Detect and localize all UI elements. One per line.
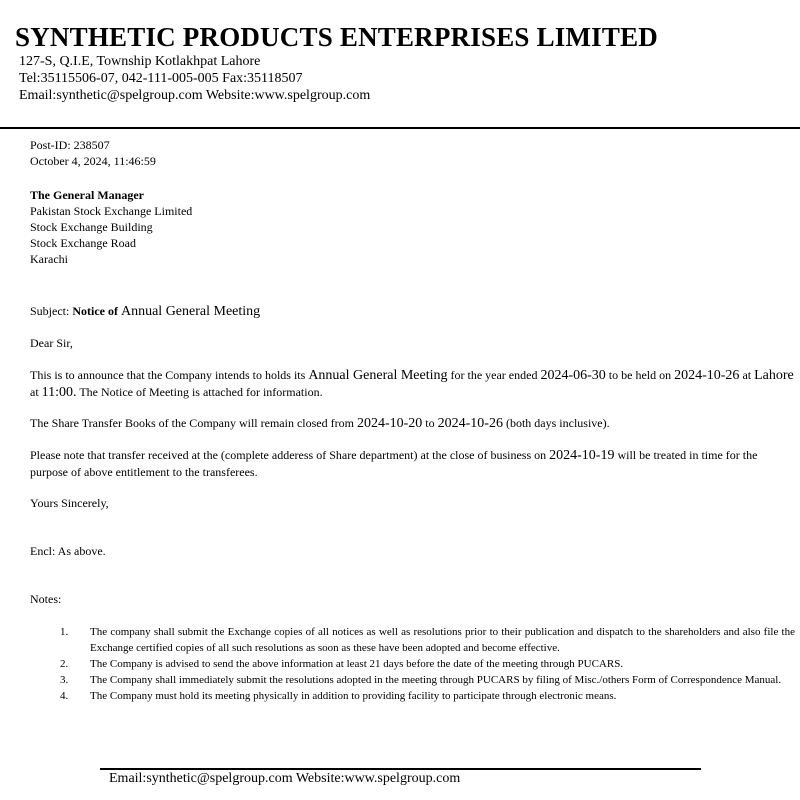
- notes-list: [30, 624, 795, 704]
- subject-text: Annual General Meeting: [120, 304, 261, 319]
- note-number: 2.: [60, 658, 69, 670]
- footer-divider: [100, 768, 701, 770]
- company-address: 127-S, Q.I.E, Township Kotlakhpat Lahore: [19, 54, 261, 69]
- salutation: Dear Sir,: [30, 336, 73, 350]
- note-text: The company shall submit the Exchange copies of all notices as well as resolutions prior to their publication and dispatch to the shareholders and also file the Exchange certified copies of all such resolutions as soon as these have been adopted and become effective.: [90, 626, 795, 654]
- subject-label: Subject:: [30, 304, 70, 318]
- list-item: [30, 672, 795, 688]
- meeting-place: Lahore: [754, 368, 794, 383]
- closing: Yours Sincerely,: [30, 496, 109, 510]
- recipient-line: Karachi: [30, 252, 68, 266]
- notes-heading: Notes:: [30, 592, 62, 606]
- recipient-line: Pakistan Stock Exchange Limited: [30, 204, 193, 218]
- post-id: Post-ID: 238507: [30, 138, 110, 152]
- list-item: [30, 624, 795, 656]
- subject-prefix: Notice of: [72, 304, 118, 318]
- note-number: 1.: [60, 626, 69, 638]
- closure-from-date: 2024-10-20: [356, 416, 423, 431]
- footer-contact: Email:synthetic@spelgroup.com Website:www.spelgroup.com: [109, 771, 461, 786]
- meeting-type: Annual General Meeting: [308, 368, 448, 383]
- meeting-date: 2024-10-26: [674, 368, 740, 383]
- book-closure-paragraph: The Share Transfer Books of the Company will remain closed from 2024-10-20 to 2024-10-26 (both days inclusive).: [30, 416, 610, 431]
- company-email-website: Email:synthetic@spelgroup.com Website:www.spelgroup.com: [19, 88, 371, 103]
- header-divider: [0, 127, 800, 129]
- recipient-title: The General Manager: [30, 188, 144, 202]
- note-text: The Company must hold its meeting physically in addition to providing facility to participate through electronic means.: [90, 690, 617, 702]
- year-end-date: 2024-06-30: [540, 368, 606, 383]
- transfer-paragraph: Please note that transfer received at the (complete adderess of Share department) at the close of business on 2024-10-19 will be treated in time for the purpose of above entitlement to the transferees.: [30, 448, 758, 479]
- note-number: 4.: [60, 690, 69, 702]
- company-name: SYNTHETIC PRODUCTS ENTERPRISES LIMITED: [15, 22, 658, 52]
- transfer-cutoff-date: 2024-10-19: [549, 448, 615, 463]
- company-phone-fax: Tel:35115506-07, 042-111-005-005 Fax:35118507: [19, 71, 303, 86]
- note-number: 3.: [60, 674, 69, 686]
- list-item: [30, 688, 795, 704]
- note-text: The Company is advised to send the above information at least 21 days before the date of the meeting through PUCARS.: [90, 658, 624, 670]
- recipient-line: Stock Exchange Road: [30, 236, 136, 250]
- post-datetime: October 4, 2024, 11:46:59: [30, 154, 156, 168]
- list-item: [30, 656, 795, 672]
- subject-line: [30, 303, 260, 320]
- closure-to-date: 2024-10-26: [437, 416, 503, 431]
- announcement-paragraph: This is to announce that the Company intends to holds its Annual General Meeting for the year ended 2024-06-30 to be held on 2024-10-26 at Lahore at 11:00. The Notice of Meeting is attached for information.: [30, 368, 794, 400]
- enclosure: Encl: As above.: [30, 544, 106, 558]
- note-text: The Company shall immediately submit the resolutions adopted in the meeting through PUCARS by filing of Misc./others Form of Correspondence Manual.: [90, 674, 782, 686]
- meeting-time: 11:00.: [41, 385, 77, 400]
- recipient-line: Stock Exchange Building: [30, 220, 153, 234]
